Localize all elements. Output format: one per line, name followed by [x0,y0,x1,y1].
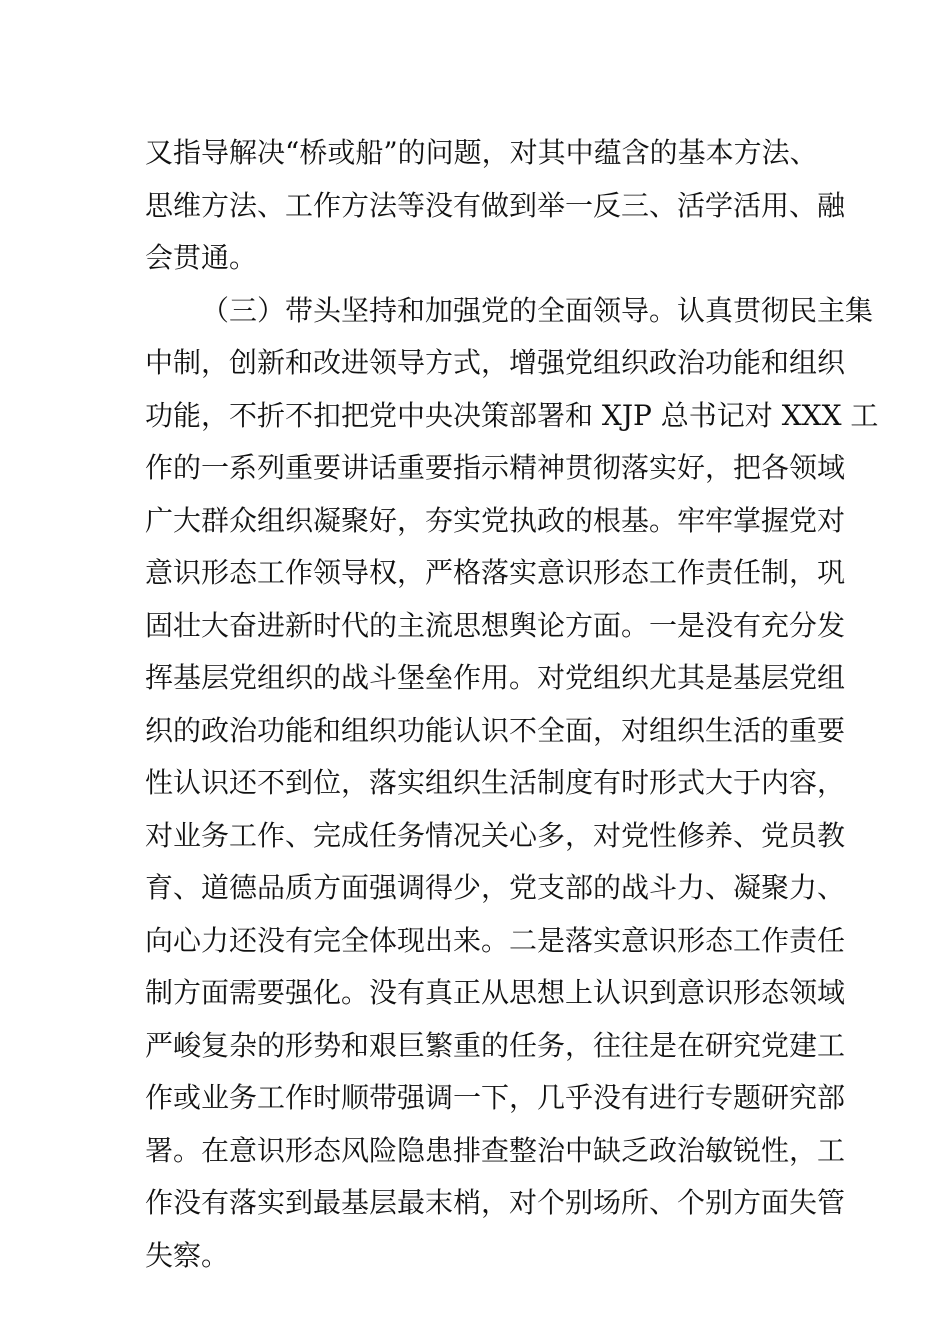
text-line: 作的一系列重要讲话重要指示精神贯彻落实好，把各领域 [145,451,846,484]
text-line: 制方面需要强化。没有真正从思想上认识到意识形态领域 [145,976,846,1009]
text-line: 织的政治功能和组织功能认识不全面，对组织生活的重要 [145,713,846,747]
text-line: 署。在意识形态风险隐患排查整治中缺乏政治敏锐性，工 [145,1133,846,1167]
paragraph-section-3 [145,285,879,1283]
text-line: 挥基层党组织的战斗堡垒作用。对党组织尤其是基层党组 [145,661,846,694]
text-line: 作或业务工作时顺带强调一下，几乎没有进行专题研究部 [145,1081,846,1114]
text-line: 对业务工作、完成任务情况关心多，对党性修养、党员教 [145,818,846,852]
text-line: 功能，不折不扣把党中央决策部署和 XJP 总书记对 XXX 工 [145,398,879,432]
text-line: 性认识还不到位，落实组织生活制度有时形式大于内容， [145,766,846,799]
text-line: 育、道德品质方面强调得少，党支部的战斗力、凝聚力、 [145,871,846,904]
text-line: 会贯通。 [145,241,258,274]
text-line: 思维方法、工作方法等没有做到举一反三、活学活用、融 [145,188,846,222]
text-line: 又指导解决“桥或船”的问题，对其中蕴含的基本方法、 [145,136,818,169]
text-line: 失察。 [145,1238,230,1272]
text-line: 向心力还没有完全体现出来。二是落实意识形态工作责任 [145,923,846,957]
text-line: 中制，创新和改进领导方式，增强党组织政治功能和组织 [145,346,846,379]
paragraph-continued [145,127,846,285]
text-line: （三）带头坚持和加强党的全面领导。认真贯彻民主集 [201,293,874,327]
document-body [145,127,879,1282]
text-line: 意识形态工作领导权，严格落实意识形态工作责任制，巩 [145,556,846,589]
text-line: 严峻复杂的形势和艰巨繁重的任务，往往是在研究党建工 [145,1028,846,1062]
text-line: 固壮大奋进新时代的主流思想舆论方面。一是没有充分发 [145,608,846,642]
text-line: 作没有落实到最基层最末梢，对个别场所、个别方面失管 [145,1186,846,1219]
text-line: 广大群众组织凝聚好，夯实党执政的根基。牢牢掌握党对 [145,503,846,537]
